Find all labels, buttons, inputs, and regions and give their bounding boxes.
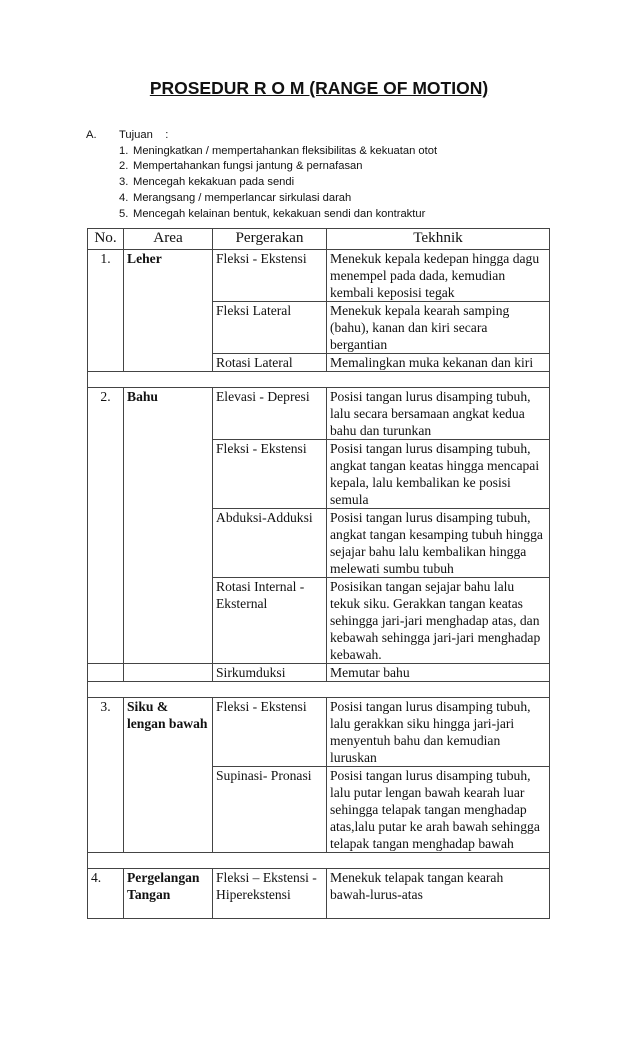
tekhnik-cell: Posisikan tangan sejajar bahu lalu tekuk siku. Gerakkan tangan keatas sehingga jari-jari menghadap atas, dan kebawah sehingga jari-jari menghadap kebawah. [327,578,550,664]
row-number-empty [88,664,124,682]
item-text: Mencegah kekakuan pada sendi [133,176,295,189]
item-number: 2. [119,160,129,173]
spacer-row [88,682,550,698]
tekhnik-cell: Memutar bahu [327,664,550,682]
spacer-cell [88,372,550,388]
area-cell-empty [124,664,213,682]
header-area: Area [124,229,213,250]
header-no: No. [88,229,124,250]
area-cell: Pergelangan Tangan [124,869,213,919]
pergerakan-cell: Fleksi – Ekstensi - Hiperekstensi [213,869,327,919]
spacer-row [88,372,550,388]
area-cell: Leher [124,250,213,372]
item-text: Mempertahankan fungsi jantung & pernafasan [133,160,363,173]
item-number: 3. [119,176,129,189]
spacer-cell [88,853,550,869]
pergerakan-cell: Rotasi Internal -Eksternal [213,578,327,664]
tujuan-item [119,191,437,207]
tujuan-item [119,207,437,223]
item-text: Merangsang / memperlancar sirkulasi darah [133,191,352,204]
table-row [88,664,550,682]
pergerakan-cell: Fleksi - Ekstensi [213,250,327,302]
pergerakan-cell: Fleksi - Ekstensi [213,440,327,509]
pergerakan-cell: Sirkumduksi [213,664,327,682]
row-number: 2. [88,388,124,664]
header-tekhnik: Tekhnik [327,229,550,250]
tekhnik-cell: Posisi tangan lurus disamping tubuh, lalu gerakkan siku hingga jari-jari menyentuh bahu dan kemudian luruskan [327,698,550,767]
table-row [88,250,550,302]
tekhnik-cell: Posisi tangan lurus disamping tubuh, angkat tangan kesamping tubuh hingga sejajar bahu lalu kembalikan hingga melewati sumbu tubuh [327,509,550,578]
tujuan-label: Tujuan : [119,129,169,141]
page-title: PROSEDUR R O M (RANGE OF MOTION) [149,78,489,98]
section-letter: A. [86,129,97,141]
row-number: 3. [88,698,124,853]
item-number: 1. [119,144,129,157]
tujuan-list [86,144,437,223]
table-row [88,869,550,919]
pergerakan-cell: Rotasi Lateral [213,354,327,372]
tekhnik-cell: Posisi tangan lurus disamping tubuh, lalu secara bersamaan angkat kedua bahu dan turunkan [327,388,550,440]
pergerakan-cell: Fleksi - Ekstensi [213,698,327,767]
tekhnik-cell: Menekuk telapak tangan kearah bawah-lurus-atas [327,869,550,919]
row-number: 4. [88,869,124,919]
tekhnik-cell: Menekuk kepala kearah samping (bahu), kanan dan kiri secara bergantian [327,302,550,354]
area-cell: Siku & lengan bawah [124,698,213,853]
tekhnik-cell: Menekuk kepala kedepan hingga dagu menempel pada dada, kemudian kembali keposisi tegak [327,250,550,302]
tujuan-section [86,128,437,222]
tujuan-item [119,159,437,175]
tujuan-item [119,144,437,160]
pergerakan-cell: Elevasi - Depresi [213,388,327,440]
pergerakan-cell: Fleksi Lateral [213,302,327,354]
table-header-row [88,229,550,250]
item-text: Meningkatkan / mempertahankan fleksibilitas & kekuatan otot [133,144,438,157]
tujuan-item [119,175,437,191]
tekhnik-cell: Posisi tangan lurus disamping tubuh, angkat tangan keatas hingga mencapai kepala, lalu kembalikan ke posisi semula [327,440,550,509]
tekhnik-cell: Memalingkan muka kekanan dan kiri [327,354,550,372]
table-row [88,698,550,767]
spacer-row [88,853,550,869]
rom-table [87,228,550,919]
header-pergerakan: Pergerakan [213,229,327,250]
spacer-cell [88,682,550,698]
table-row [88,388,550,440]
row-number: 1. [88,250,124,372]
area-cell: Bahu [124,388,213,664]
pergerakan-cell: Supinasi- Pronasi [213,767,327,853]
item-text: Mencegah kelainan bentuk, kekakuan sendi dan kontraktur [133,207,426,220]
tujuan-heading [86,128,437,144]
pergerakan-cell: Abduksi-Adduksi [213,509,327,578]
tekhnik-cell: Posisi tangan lurus disamping tubuh, lalu putar lengan bawah kearah luar sehingga telapak tangan menghadap atas,lalu putar ke arah bawah sehingga telapak tangan menghadap bawah [327,767,550,853]
item-number: 4. [119,191,129,204]
item-number: 5. [119,207,129,220]
